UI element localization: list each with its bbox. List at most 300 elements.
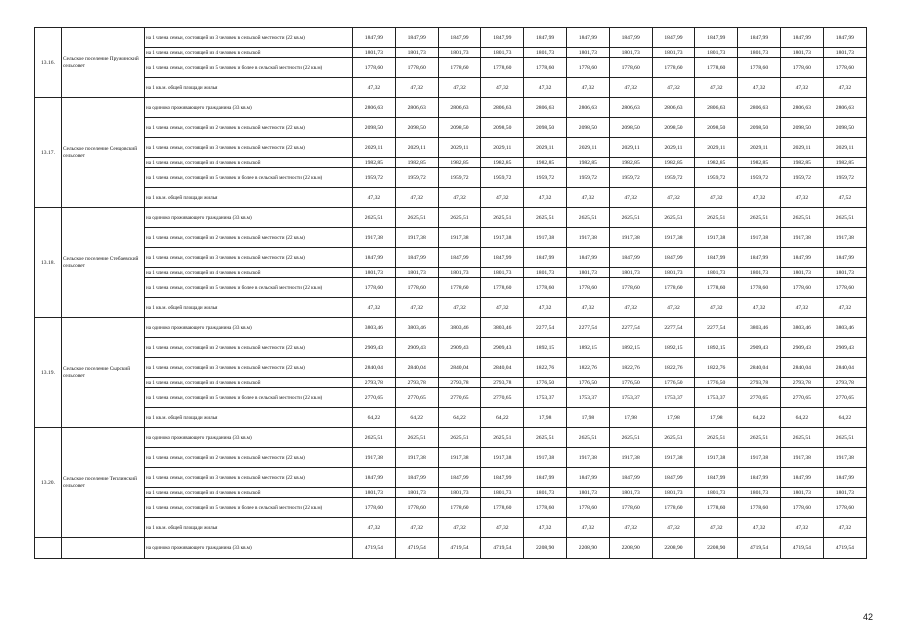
table-row xyxy=(35,228,867,248)
value-cell: 1778,60 xyxy=(823,58,866,78)
value-cell: 17,98 xyxy=(609,408,652,428)
value-cell: 1778,60 xyxy=(353,498,396,518)
value-cell: 2098,50 xyxy=(353,118,396,138)
value-cell: 1847,99 xyxy=(695,468,738,488)
value-cell: 2625,51 xyxy=(395,208,438,228)
table-row xyxy=(35,78,867,98)
value-cell: 47,32 xyxy=(353,188,396,208)
norm-description: на 1 члена семьи, состоящей из 3 человек в сельской местности (22 кв.м) xyxy=(145,248,353,268)
value-cell: 1917,38 xyxy=(738,228,781,248)
value-cell: 1917,38 xyxy=(609,448,652,468)
value-cell: 1801,73 xyxy=(395,268,438,278)
value-cell: 47,32 xyxy=(738,78,781,98)
value-cell: 2625,51 xyxy=(780,428,823,448)
value-cell: 47,32 xyxy=(780,188,823,208)
value-cell: 2029,11 xyxy=(780,138,823,158)
value-cell: 47,32 xyxy=(353,78,396,98)
value-cell: 1982,85 xyxy=(738,158,781,168)
value-cell: 1847,99 xyxy=(609,468,652,488)
value-cell: 47,32 xyxy=(823,518,866,538)
value-cell: 1778,60 xyxy=(395,498,438,518)
norm-description: на 1 кв.м. общей площади жилья xyxy=(145,298,353,318)
value-cell: 1917,38 xyxy=(566,228,609,248)
value-cell: 1847,99 xyxy=(438,468,481,488)
value-cell: 4719,54 xyxy=(823,538,866,559)
value-cell: 47,32 xyxy=(524,188,567,208)
value-cell: 1778,60 xyxy=(353,58,396,78)
norm-description: на 1 члена семьи, состоящей из 3 человек в сельской местности (22 кв.м) xyxy=(145,358,353,378)
value-cell: 1801,73 xyxy=(652,268,695,278)
value-cell: 1778,60 xyxy=(438,58,481,78)
value-cell: 64,22 xyxy=(738,408,781,428)
value-cell: 1917,38 xyxy=(823,228,866,248)
value-cell: 47,32 xyxy=(395,518,438,538)
value-cell: 2909,43 xyxy=(738,338,781,358)
value-cell: 2625,51 xyxy=(524,208,567,228)
section-number: 13.20. xyxy=(35,428,62,538)
value-cell: 2770,65 xyxy=(395,388,438,408)
table-row xyxy=(35,468,867,488)
value-cell: 47,32 xyxy=(652,298,695,318)
norm-description: на 1 члена семьи, состоящей из 3 человек в сельской местности (22 кв.м) xyxy=(145,28,353,48)
table-row xyxy=(35,378,867,388)
value-cell: 47,32 xyxy=(353,518,396,538)
value-cell: 1982,85 xyxy=(481,158,524,168)
value-cell: 1822,76 xyxy=(524,358,567,378)
value-cell: 1982,85 xyxy=(438,158,481,168)
norm-description: на 1 члена семьи, состоящей из 4 человек в сельской xyxy=(145,158,353,168)
value-cell: 2806,63 xyxy=(780,98,823,118)
value-cell: 64,22 xyxy=(395,408,438,428)
table-row xyxy=(35,518,867,538)
value-cell: 1778,60 xyxy=(395,278,438,298)
value-cell: 1959,72 xyxy=(738,168,781,188)
value-cell: 1801,73 xyxy=(780,48,823,58)
value-cell: 2029,11 xyxy=(738,138,781,158)
value-cell: 1778,60 xyxy=(652,498,695,518)
value-cell: 2098,50 xyxy=(652,118,695,138)
table-row xyxy=(35,388,867,408)
value-cell: 2793,78 xyxy=(780,378,823,388)
value-cell: 2098,50 xyxy=(566,118,609,138)
value-cell: 2625,51 xyxy=(652,208,695,228)
value-cell: 1801,73 xyxy=(524,48,567,58)
value-cell: 47,32 xyxy=(609,78,652,98)
value-cell: 1847,99 xyxy=(566,28,609,48)
value-cell: 1801,73 xyxy=(438,268,481,278)
value-cell: 2840,04 xyxy=(353,358,396,378)
value-cell: 1822,76 xyxy=(609,358,652,378)
value-cell: 1801,73 xyxy=(823,488,866,498)
norm-description: на 1 члена семьи, состоящей из 3 человек в сельской местности (22 кв.м) xyxy=(145,138,353,158)
value-cell: 47,32 xyxy=(395,188,438,208)
value-cell: 2806,63 xyxy=(652,98,695,118)
value-cell: 1892,15 xyxy=(652,338,695,358)
settlement-name: Сельское поселение Сырский сельсовет xyxy=(62,318,145,428)
value-cell: 1801,73 xyxy=(780,268,823,278)
table-row xyxy=(35,188,867,208)
value-cell: 1778,60 xyxy=(823,498,866,518)
norm-description: на 1 кв.м. общей площади жилья xyxy=(145,78,353,98)
value-cell: 2098,50 xyxy=(481,118,524,138)
page-number: 42 xyxy=(862,612,873,622)
value-cell: 1778,60 xyxy=(481,58,524,78)
table-body xyxy=(35,28,867,559)
value-cell: 1778,60 xyxy=(566,58,609,78)
value-cell: 2625,51 xyxy=(438,208,481,228)
norm-description: на 1 члена семьи, состоящей из 2 человек в сельской местности (22 кв.м) xyxy=(145,118,353,138)
value-cell: 1776,50 xyxy=(695,378,738,388)
value-cell: 1892,15 xyxy=(695,338,738,358)
value-cell: 1753,37 xyxy=(524,388,567,408)
table-row xyxy=(35,358,867,378)
table-row xyxy=(35,538,867,559)
table-row xyxy=(35,28,867,48)
value-cell: 4719,54 xyxy=(438,538,481,559)
value-cell: 1917,38 xyxy=(481,228,524,248)
value-cell: 2208,90 xyxy=(652,538,695,559)
value-cell: 2625,51 xyxy=(695,208,738,228)
value-cell: 1847,99 xyxy=(353,28,396,48)
value-cell: 47,32 xyxy=(695,188,738,208)
value-cell: 1847,99 xyxy=(652,28,695,48)
value-cell: 1778,60 xyxy=(738,58,781,78)
value-cell: 2625,51 xyxy=(566,428,609,448)
value-cell: 47,32 xyxy=(395,298,438,318)
value-cell: 2793,78 xyxy=(438,378,481,388)
value-cell: 64,22 xyxy=(823,408,866,428)
value-cell: 1801,73 xyxy=(695,488,738,498)
value-cell: 2806,63 xyxy=(823,98,866,118)
value-cell: 2625,51 xyxy=(823,428,866,448)
value-cell: 1982,85 xyxy=(566,158,609,168)
value-cell: 1847,99 xyxy=(652,468,695,488)
value-cell: 2793,78 xyxy=(353,378,396,388)
value-cell: 2770,65 xyxy=(438,388,481,408)
value-cell: 2806,63 xyxy=(609,98,652,118)
value-cell: 1778,60 xyxy=(524,58,567,78)
norm-description: на 1 члена семьи, состоящей из 4 человек в сельской xyxy=(145,268,353,278)
value-cell: 1847,99 xyxy=(780,468,823,488)
value-cell: 3803,46 xyxy=(395,318,438,338)
value-cell: 2029,11 xyxy=(823,138,866,158)
value-cell: 1822,76 xyxy=(695,358,738,378)
value-cell: 1801,73 xyxy=(823,268,866,278)
table-row xyxy=(35,408,867,428)
value-cell: 2098,50 xyxy=(395,118,438,138)
value-cell: 2208,90 xyxy=(566,538,609,559)
value-cell: 1959,72 xyxy=(438,168,481,188)
norm-description: на 1 члена семьи, состоящей из 5 человек и более в сельской местности (22 кв.м) xyxy=(145,388,353,408)
value-cell: 2277,54 xyxy=(609,318,652,338)
value-cell: 64,22 xyxy=(481,408,524,428)
norm-description: на одиноко проживающего гражданина (33 кв.м) xyxy=(145,208,353,228)
value-cell: 47,32 xyxy=(438,298,481,318)
value-cell: 1801,73 xyxy=(738,48,781,58)
value-cell: 2208,90 xyxy=(524,538,567,559)
value-cell: 2029,11 xyxy=(566,138,609,158)
value-cell: 2098,50 xyxy=(823,118,866,138)
value-cell: 2625,51 xyxy=(695,428,738,448)
value-cell: 1778,60 xyxy=(738,278,781,298)
norm-description: на одиноко проживающего гражданина (33 кв.м) xyxy=(145,318,353,338)
value-cell: 3803,46 xyxy=(823,318,866,338)
value-cell: 2793,78 xyxy=(823,378,866,388)
value-cell: 2840,04 xyxy=(780,358,823,378)
table-row xyxy=(35,158,867,168)
value-cell: 1892,15 xyxy=(524,338,567,358)
value-cell: 1801,73 xyxy=(395,488,438,498)
section-number: 13.19. xyxy=(35,318,62,428)
value-cell: 1959,72 xyxy=(353,168,396,188)
value-cell: 47,32 xyxy=(566,518,609,538)
table-row xyxy=(35,298,867,318)
value-cell: 47,32 xyxy=(481,78,524,98)
value-cell: 1778,60 xyxy=(652,58,695,78)
value-cell: 3803,46 xyxy=(481,318,524,338)
value-cell: 2029,11 xyxy=(438,138,481,158)
value-cell: 1778,60 xyxy=(780,498,823,518)
value-cell: 47,32 xyxy=(823,298,866,318)
section-number: 13.18. xyxy=(35,208,62,318)
value-cell: 64,22 xyxy=(780,408,823,428)
value-cell: 1801,73 xyxy=(438,48,481,58)
value-cell: 47,32 xyxy=(481,298,524,318)
table-row xyxy=(35,498,867,518)
value-cell: 2909,43 xyxy=(481,338,524,358)
value-cell: 1778,60 xyxy=(609,498,652,518)
value-cell: 1778,60 xyxy=(566,278,609,298)
value-cell: 1959,72 xyxy=(395,168,438,188)
value-cell: 47,32 xyxy=(438,518,481,538)
value-cell: 1778,60 xyxy=(438,498,481,518)
value-cell: 2806,63 xyxy=(353,98,396,118)
value-cell: 1778,60 xyxy=(780,278,823,298)
norm-description: на 1 члена семьи, состоящей из 4 человек в сельской xyxy=(145,488,353,498)
table-row xyxy=(35,488,867,498)
value-cell: 2909,43 xyxy=(780,338,823,358)
table-row xyxy=(35,138,867,158)
settlement-name: Сельское поселение Теплинский сельсовет xyxy=(62,428,145,538)
value-cell: 1801,73 xyxy=(609,488,652,498)
value-cell: 2770,65 xyxy=(738,388,781,408)
value-cell: 47,32 xyxy=(438,78,481,98)
value-cell: 1917,38 xyxy=(695,448,738,468)
value-cell: 1778,60 xyxy=(395,58,438,78)
value-cell: 1982,85 xyxy=(780,158,823,168)
value-cell: 47,32 xyxy=(738,298,781,318)
value-cell: 2793,78 xyxy=(738,378,781,388)
value-cell: 17,98 xyxy=(566,408,609,428)
value-cell: 2909,43 xyxy=(823,338,866,358)
value-cell: 2770,65 xyxy=(353,388,396,408)
value-cell: 1982,85 xyxy=(652,158,695,168)
value-cell: 2625,51 xyxy=(738,428,781,448)
value-cell: 2840,04 xyxy=(823,358,866,378)
tariff-table xyxy=(34,27,867,559)
value-cell: 1917,38 xyxy=(695,228,738,248)
value-cell: 1917,38 xyxy=(823,448,866,468)
value-cell: 47,32 xyxy=(738,518,781,538)
value-cell: 2029,11 xyxy=(652,138,695,158)
table-row xyxy=(35,58,867,78)
value-cell: 1959,72 xyxy=(524,168,567,188)
value-cell: 2793,78 xyxy=(395,378,438,388)
value-cell: 1982,85 xyxy=(609,158,652,168)
value-cell: 1801,73 xyxy=(438,488,481,498)
norm-description: на одиноко проживающего гражданина (33 кв.м) xyxy=(145,538,353,559)
value-cell: 47,32 xyxy=(609,188,652,208)
value-cell: 1959,72 xyxy=(780,168,823,188)
value-cell: 1801,73 xyxy=(566,48,609,58)
value-cell: 1778,60 xyxy=(481,498,524,518)
value-cell: 2806,63 xyxy=(524,98,567,118)
value-cell: 2625,51 xyxy=(481,428,524,448)
value-cell: 2029,11 xyxy=(395,138,438,158)
value-cell: 1847,99 xyxy=(524,248,567,268)
value-cell: 1982,85 xyxy=(353,158,396,168)
value-cell: 2625,51 xyxy=(481,208,524,228)
value-cell: 1801,73 xyxy=(481,488,524,498)
value-cell: 1982,85 xyxy=(395,158,438,168)
table-row xyxy=(35,48,867,58)
value-cell: 1801,73 xyxy=(353,268,396,278)
value-cell: 1801,73 xyxy=(566,268,609,278)
value-cell: 1847,99 xyxy=(695,248,738,268)
table-row xyxy=(35,248,867,268)
value-cell: 1847,99 xyxy=(738,248,781,268)
norm-description: на 1 члена семьи, состоящей из 3 человек в сельской местности (22 кв.м) xyxy=(145,468,353,488)
value-cell: 2029,11 xyxy=(695,138,738,158)
value-cell: 47,32 xyxy=(695,78,738,98)
norm-description: на одиноко проживающего гражданина (33 кв.м) xyxy=(145,98,353,118)
value-cell: 1778,60 xyxy=(823,278,866,298)
value-cell: 47,32 xyxy=(438,188,481,208)
value-cell: 1917,38 xyxy=(438,228,481,248)
value-cell: 1753,37 xyxy=(566,388,609,408)
value-cell: 1847,99 xyxy=(566,248,609,268)
value-cell: 2625,51 xyxy=(353,208,396,228)
value-cell: 1917,38 xyxy=(780,228,823,248)
value-cell: 2770,65 xyxy=(481,388,524,408)
value-cell: 2806,63 xyxy=(738,98,781,118)
value-cell: 1801,73 xyxy=(695,48,738,58)
value-cell: 1801,73 xyxy=(566,488,609,498)
value-cell: 1801,73 xyxy=(524,488,567,498)
value-cell: 2098,50 xyxy=(438,118,481,138)
value-cell: 2098,50 xyxy=(780,118,823,138)
value-cell: 1847,99 xyxy=(609,28,652,48)
value-cell: 1801,73 xyxy=(481,48,524,58)
value-cell: 2806,63 xyxy=(438,98,481,118)
value-cell: 2806,63 xyxy=(566,98,609,118)
value-cell: 2208,90 xyxy=(695,538,738,559)
value-cell: 2029,11 xyxy=(353,138,396,158)
table-row xyxy=(35,208,867,228)
value-cell: 1801,73 xyxy=(524,268,567,278)
value-cell: 1778,60 xyxy=(524,498,567,518)
value-cell: 2098,50 xyxy=(609,118,652,138)
value-cell: 2277,54 xyxy=(695,318,738,338)
value-cell: 2909,43 xyxy=(353,338,396,358)
value-cell: 47,52 xyxy=(823,188,866,208)
value-cell: 17,98 xyxy=(695,408,738,428)
value-cell: 1959,72 xyxy=(609,168,652,188)
section-number xyxy=(35,538,62,559)
value-cell: 1847,99 xyxy=(481,28,524,48)
value-cell: 47,32 xyxy=(780,298,823,318)
value-cell: 2625,51 xyxy=(823,208,866,228)
value-cell: 47,32 xyxy=(652,518,695,538)
value-cell: 1847,99 xyxy=(609,248,652,268)
value-cell: 1917,38 xyxy=(609,228,652,248)
value-cell: 2625,51 xyxy=(780,208,823,228)
value-cell: 4719,54 xyxy=(481,538,524,559)
norm-description: на 1 члена семьи, состоящей из 5 человек и более в сельской местности (22 кв.м) xyxy=(145,278,353,298)
value-cell: 2625,51 xyxy=(566,208,609,228)
value-cell: 1778,60 xyxy=(695,498,738,518)
value-cell: 1801,73 xyxy=(823,48,866,58)
value-cell: 1778,60 xyxy=(738,498,781,518)
value-cell: 47,32 xyxy=(652,188,695,208)
value-cell: 2806,63 xyxy=(695,98,738,118)
table-row xyxy=(35,278,867,298)
table-row xyxy=(35,318,867,338)
value-cell: 1778,60 xyxy=(566,498,609,518)
value-cell: 2277,54 xyxy=(524,318,567,338)
table-row xyxy=(35,98,867,118)
table-row xyxy=(35,168,867,188)
value-cell: 1959,72 xyxy=(566,168,609,188)
value-cell: 47,32 xyxy=(823,78,866,98)
value-cell: 47,32 xyxy=(524,298,567,318)
norm-description: на 1 кв.м. общей площади жилья xyxy=(145,188,353,208)
settlement-name: Сельское поселение Сенцовский сельсовет xyxy=(62,98,145,208)
value-cell: 47,32 xyxy=(395,78,438,98)
value-cell: 1822,76 xyxy=(566,358,609,378)
value-cell: 1778,60 xyxy=(524,278,567,298)
value-cell: 1801,73 xyxy=(738,488,781,498)
value-cell: 1847,99 xyxy=(481,248,524,268)
value-cell: 1801,73 xyxy=(652,488,695,498)
value-cell: 2098,50 xyxy=(738,118,781,138)
norm-description: на 1 члена семьи, состоящей из 4 человек в сельской xyxy=(145,378,353,388)
value-cell: 47,32 xyxy=(566,188,609,208)
settlement-name: Сельское поселение Пружинский сельсовет xyxy=(62,28,145,98)
value-cell: 2098,50 xyxy=(695,118,738,138)
value-cell: 1847,99 xyxy=(738,28,781,48)
value-cell: 3803,46 xyxy=(438,318,481,338)
value-cell: 1847,99 xyxy=(780,248,823,268)
value-cell: 1778,60 xyxy=(353,278,396,298)
value-cell: 1959,72 xyxy=(823,168,866,188)
value-cell: 1847,99 xyxy=(438,28,481,48)
value-cell: 1801,73 xyxy=(353,488,396,498)
value-cell: 2909,43 xyxy=(395,338,438,358)
value-cell: 2625,51 xyxy=(652,428,695,448)
table-row xyxy=(35,338,867,358)
value-cell: 2806,63 xyxy=(395,98,438,118)
value-cell: 1917,38 xyxy=(738,448,781,468)
value-cell: 1778,60 xyxy=(780,58,823,78)
norm-description: на 1 кв.м. общей площади жилья xyxy=(145,408,353,428)
value-cell: 64,22 xyxy=(438,408,481,428)
value-cell: 1778,60 xyxy=(652,278,695,298)
value-cell: 1778,60 xyxy=(695,58,738,78)
value-cell: 47,32 xyxy=(353,298,396,318)
value-cell: 47,32 xyxy=(481,518,524,538)
norm-description: на 1 члена семьи, состоящей из 5 человек и более в сельской местности (22 кв.м) xyxy=(145,498,353,518)
